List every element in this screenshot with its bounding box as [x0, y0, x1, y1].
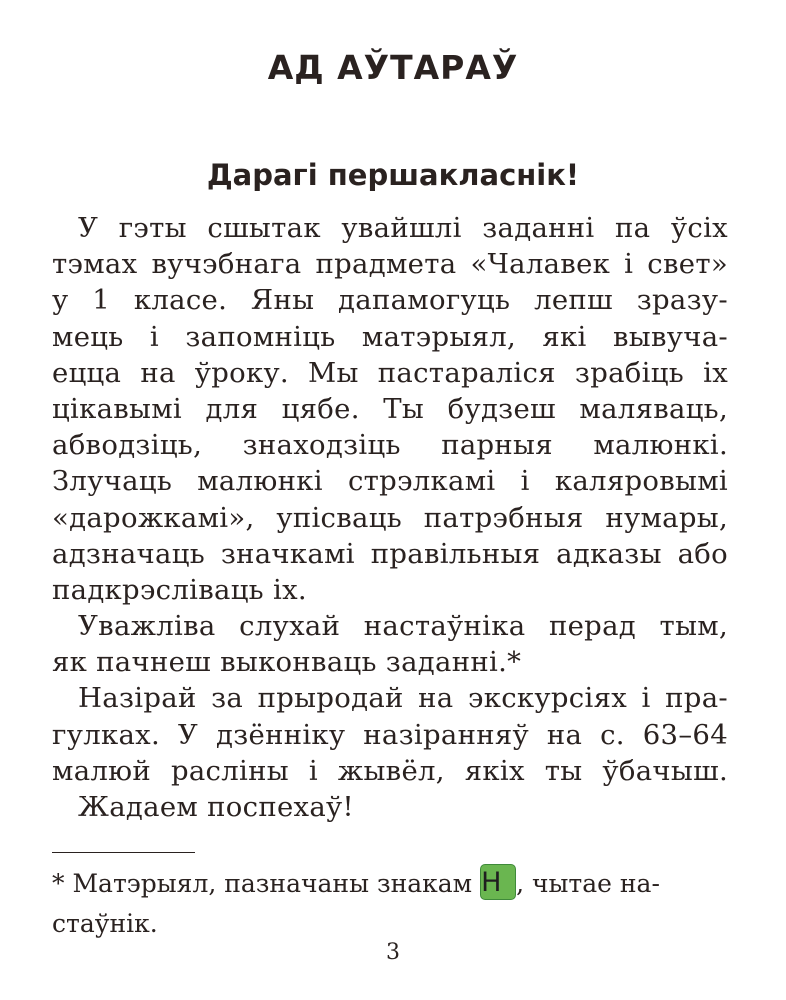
- greeting-heading: Дарагі першакласнік!: [206, 158, 580, 192]
- body-text: [52, 210, 728, 825]
- page-title: АД АЎТАРАЎ: [267, 48, 519, 87]
- teacher-reads-badge-icon: Н: [480, 864, 516, 900]
- footnote-line: [52, 864, 724, 904]
- footnote-text: * Матэрыял, пазначаны знакам: [52, 869, 473, 898]
- paragraph-line: падкрэсліваць іх.: [52, 573, 307, 606]
- paragraph-line: гулках. У дзённіку назіранняў на с. 63–64: [52, 718, 728, 751]
- paragraph-line: У гэты сшытак увайшлі заданні па ўсіх: [78, 212, 728, 244]
- paragraph-line: Назірай за прыродай на экскурсіях і пра-: [78, 682, 728, 715]
- paragraph-line: у 1 класе. Яны дапамогуць лепш зразу-: [52, 284, 728, 317]
- paragraph-line: мець і запомніць матэрыял, які вывуча-: [52, 320, 728, 353]
- paragraph-line: ецца на ўроку. Мы пастараліся зрабіць іх: [52, 356, 728, 389]
- page-number: 3: [386, 940, 400, 965]
- paragraph-line: Злучаць малюнкі стрэлкамі і каляровымі: [52, 465, 728, 498]
- footnote-divider: [52, 852, 195, 853]
- paragraph-line: тэмах вучэбнага прадмета «Чалавек і свет»: [52, 248, 728, 281]
- paragraph-line: абводзіць, знаходзіць парныя малюнкі.: [52, 429, 728, 462]
- paragraph-line: Уважліва слухай настаўніка перад тым,: [78, 610, 728, 643]
- paragraph-line: «дарожкамі», упісваць патрэбныя нумары,: [52, 501, 728, 534]
- footnote-line: стаўнік.: [52, 909, 158, 938]
- paragraph-line: як пачнеш выконваць заданні.*: [52, 646, 522, 679]
- footnote-text: , чытае на-: [516, 869, 660, 898]
- paragraph-line: цікавымі для цябе. Ты будзеш маляваць,: [52, 392, 728, 425]
- paragraph-line: адзначаць значкамі правільныя адказы або: [52, 537, 728, 570]
- paragraph-line: малюй расліны і жывёл, якіх ты ўбачыш.: [52, 754, 728, 787]
- footnote: [52, 864, 724, 944]
- paragraph-line: Жадаем поспехаў!: [78, 791, 354, 823]
